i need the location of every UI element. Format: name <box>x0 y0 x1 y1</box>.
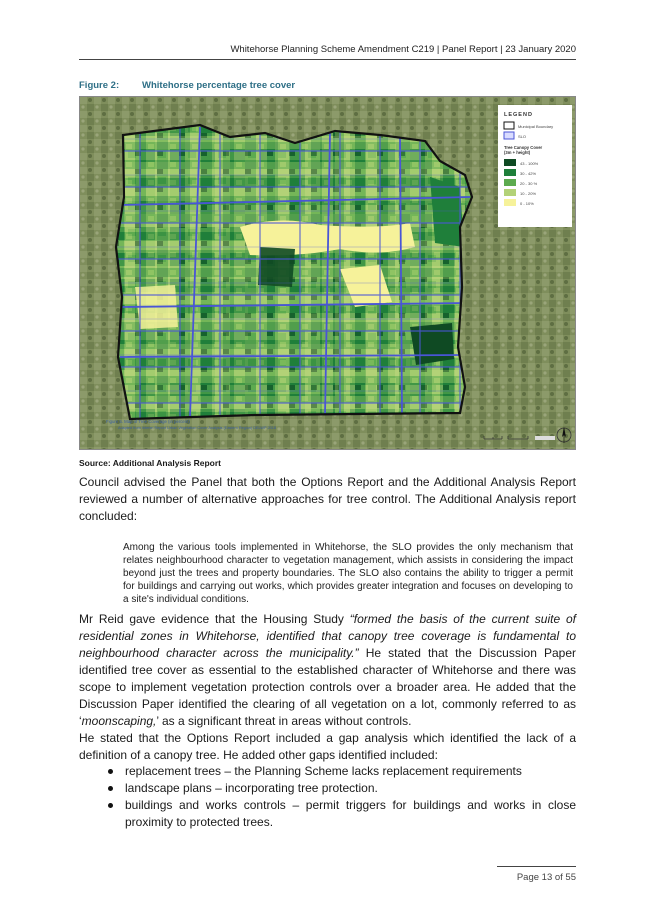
bullet-icon <box>108 769 113 774</box>
list-item-text: replacement trees – the Planning Scheme lacks replacement requirements <box>125 764 522 778</box>
page-number: Page 13 of 55 <box>516 872 576 883</box>
list-item-text: buildings and works controls – permit triggers for buildings and works in close proximity to protected trees. <box>125 798 576 829</box>
legend-class-label: 10 - 20% <box>520 191 537 196</box>
legend-class-swatch <box>504 159 516 166</box>
legend-class-swatch <box>504 189 516 196</box>
legend-class-swatch <box>504 179 516 186</box>
footer-divider <box>497 866 576 867</box>
paragraph-3: He stated that the Options Report included a gap analysis which identified the lack of a definition of a canopy tree. He added other gaps identified included: <box>79 731 576 762</box>
bullet-icon <box>108 803 113 808</box>
paragraph-2-text-b: He stated that the Discussion Paper identified tree cover as essential to the established character of Whitehorse and there was scope to implement vegetation protection controls over a broader area. He added that the Discussion Paper identified the clearing of all vegetation on a lot, commonly referred to as ‘ <box>79 646 576 728</box>
legend-class-label: 30 - 42% <box>520 171 537 176</box>
legend-slo-label: SLO <box>518 134 527 139</box>
canopy-layer <box>110 117 480 427</box>
running-header: Whitehorse Planning Scheme Amendment C219 | Panel Report | 23 January 2020 <box>230 44 576 55</box>
legend-class-swatch <box>504 199 516 206</box>
header-divider <box>79 59 576 60</box>
tree-cover-map <box>79 96 576 450</box>
figure-source: Source: Additional Analysis Report <box>79 458 222 468</box>
figure-title: Whitehorse percentage tree cover <box>142 80 296 91</box>
legend-boundary-swatch <box>504 122 514 129</box>
legend-boundary-label: Municipal Boundary <box>518 124 554 129</box>
paragraph-1: Council advised the Panel that both the Options Report and the Additional Analysis Report reviewed a number of alternative approaches for tree control. The Additional Analysis report concluded: <box>79 475 576 523</box>
legend-title: LEGEND <box>504 112 533 118</box>
legend-class-swatch <box>504 169 516 176</box>
map-inset-caption-line1: Figure 5. Map of Tree Coverage (in percent) <box>106 419 190 424</box>
figure-caption <box>79 80 295 91</box>
figure-number: Figure 2: <box>79 80 120 91</box>
legend-class-label: 0 - 10% <box>520 201 534 206</box>
map-svg <box>80 97 576 450</box>
paragraph-2-quote: “formed the basis of the current suite of residential zones in Whitehorse, identified that canopy tree coverage is fundamental to neighbourhood character across the municipality.” <box>79 612 576 660</box>
legend-scale-subtitle: (3m + height) <box>504 150 531 155</box>
map-inset-caption-line2: Adapted from Interim Report Urban Vegetation Cover Analysis (Eastern Region) DELWP 2018 <box>118 426 276 430</box>
paragraph-2-text-a: Mr Reid gave evidence that the Housing Study <box>79 612 350 626</box>
legend-slo-swatch <box>504 132 514 139</box>
list-item <box>79 797 576 831</box>
block-quote: Among the various tools implemented in Whitehorse, the SLO provides the only mechanism that relates neighbourhood character to vegetation management, which assists in considering the impact beyond just the trees and property boundaries. The SLO also contains the ability to trigger a permit for buildings and carrying out works, which provides greater integration and focuses on developing to a site's individual conditions. <box>123 542 573 605</box>
legend-scale-title: Tree Canopy Cover <box>504 145 543 150</box>
legend-class-label: 43 - 100% <box>520 161 539 166</box>
paragraph-2 <box>79 611 576 730</box>
paragraph-2-text-c: ’ as a significant threat in areas without controls. <box>156 714 412 728</box>
paragraph-2-term: moonscaping, <box>81 714 157 728</box>
list-item <box>79 763 576 780</box>
gap-list <box>79 763 576 831</box>
map-legend <box>498 105 572 227</box>
list-item-text: landscape plans – incorporating tree protection. <box>125 781 378 795</box>
bullet-icon <box>108 786 113 791</box>
legend-class-label: 20 - 30 % <box>520 181 538 186</box>
list-item <box>79 780 576 797</box>
